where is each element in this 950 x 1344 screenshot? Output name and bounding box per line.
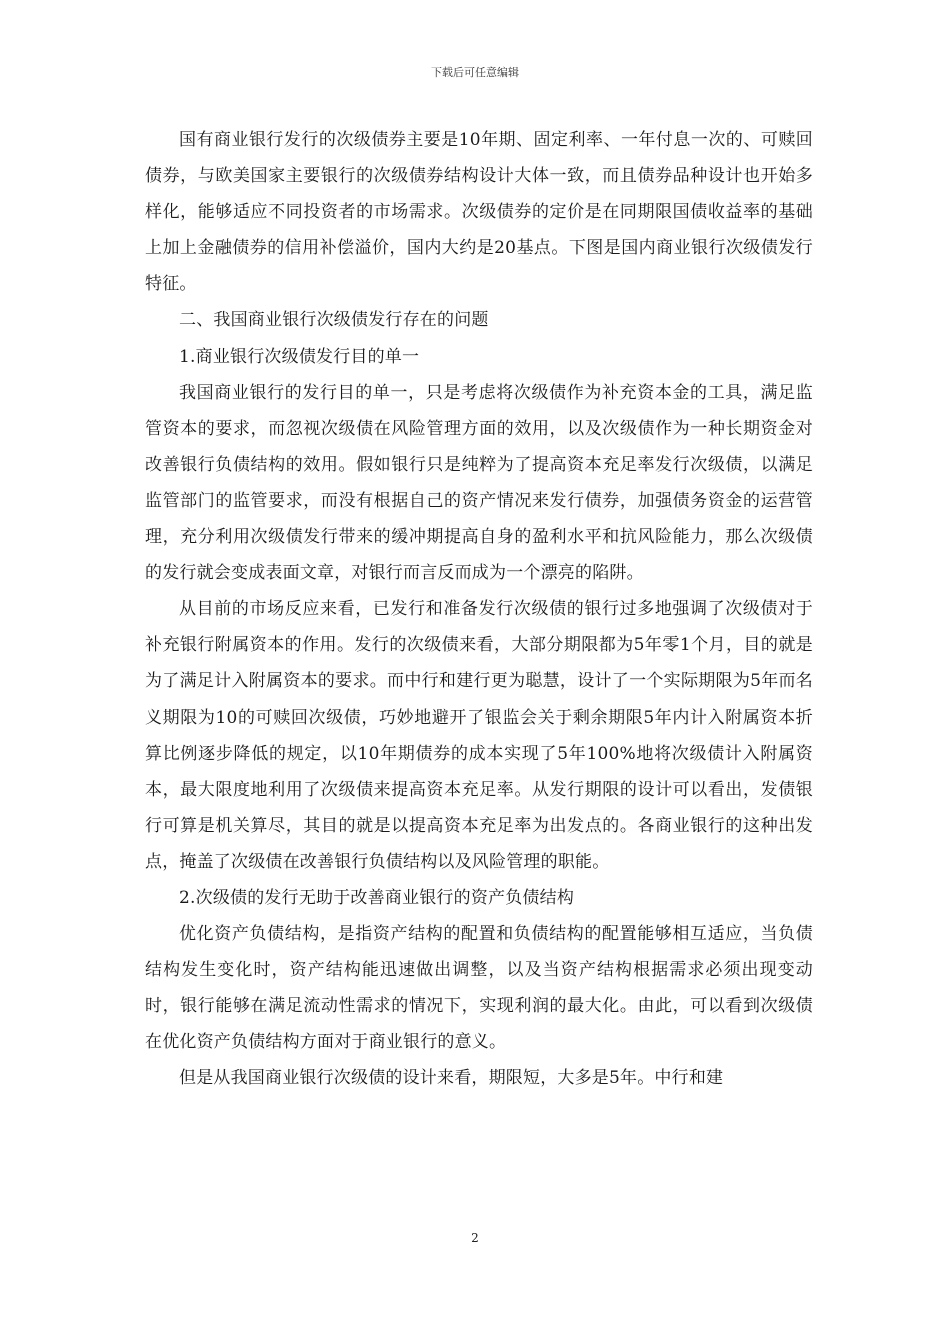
paragraph-market-reaction: 从目前的市场反应来看，已发行和准备发行次级债的银行过多地强调了次级债对于补充银行附属资本的作用。发行的次级债来看，大部分期限都为5年零1个月，目的就是为了满足计入附属资本的要求。而中行和建行更为聪慧，设计了一个实际期限为5年而名义期限为10的可赎回次级债，巧妙地避开了银监会关于剩余期限5年内计入附属资本折算比例逐步降低的规定，以10年期债券的成本实现了5年100%地将次级债计入附属资本，最大限度地利用了次级债来提高资本充足率。从发行期限的设计可以看出，发债银行可算是机关算尽，其目的就是以提高资本充足率为出发点的。各商业银行的这种出发点，掩盖了次级债在改善银行负债结构以及风险管理的职能。 (145, 599, 813, 872)
paragraph-short-maturity: 但是从我国商业银行次级债的设计来看，期限短，大多是5年。中行和建 (179, 1068, 724, 1089)
section-heading-problems: 二、我国商业银行次级债发行存在的问题 (179, 310, 489, 331)
subheading-asset-liability-structure: 2.次级债的发行无助于改善商业银行的资产负债结构 (179, 887, 575, 908)
page-number: 2 (471, 1231, 479, 1245)
subheading-single-purpose: 1.商业银行次级债发行目的单一 (179, 346, 420, 367)
paragraph-subordinated-bond-features: 国有商业银行发行的次级债券主要是10年期、固定利率、一年付息一次的、可赎回债券，与欧美国家主要银行的次级债券结构设计大体一致，而且债券品种设计也开始多样化，能够适应不同投资者的市场需求。次级债券的定价是在同期限国债收益率的基础上加上金融债券的信用补偿溢价，国内大约是20基点。下图是国内商业银行次级债发行特征。 (145, 130, 813, 295)
document-body (145, 122, 813, 1097)
paragraph-optimize-structure: 优化资产负债结构，是指资产结构的配置和负债结构的配置能够相互适应，当负债结构发生变化时，资产结构能迅速做出调整，以及当资产结构根据需求必须出现变动时，银行能够在满足流动性需求的情况下，实现利润的最大化。由此，可以看到次级债在优化资产负债结构方面对于商业银行的意义。 (145, 924, 813, 1053)
page-header: 下载后可任意编辑 (431, 66, 519, 79)
paragraph-single-purpose: 我国商业银行的发行目的单一，只是考虑将次级债作为补充资本金的工具，满足监管资本的要求，而忽视次级债在风险管理方面的效用，以及次级债作为一种长期资金对改善银行负债结构的效用。假如银行只是纯粹为了提高资本充足率发行次级债，以满足监管部门的监管要求，而没有根据自己的资产情况来发行债券，加强债务资金的运营管理，充分利用次级债发行带来的缓冲期提高自身的盈利水平和抗风险能力，那么次级债的发行就会变成表面文章，对银行而言反而成为一个漂亮的陷阱。 (145, 382, 813, 584)
